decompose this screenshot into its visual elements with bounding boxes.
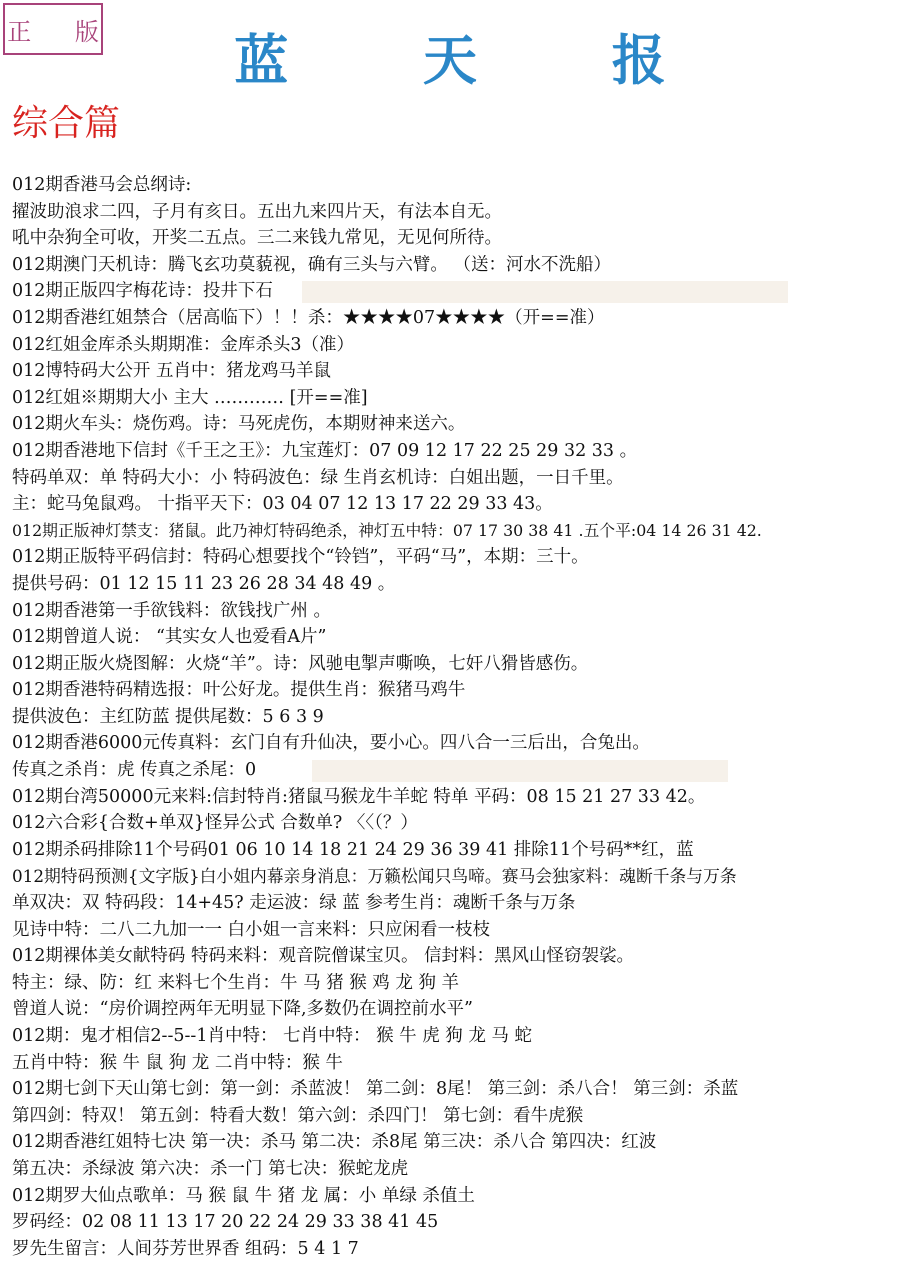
- text-line: 吼中杂狗全可收，开奖二五点。三二来钱九常见，无见何所待。: [12, 228, 502, 249]
- text-line: 012期火车头：烧伤鸡。诗：马死虎伤，本期财神来送六。: [12, 414, 466, 435]
- text-line: 012期正版特平码信封：特码心想要找个“铃铛”，平码“马”，本期：三十。: [12, 547, 589, 568]
- article-body: [12, 172, 898, 1262]
- text-line: 罗码经：02 08 11 13 17 20 22 24 29 33 38 41 45: [12, 1212, 439, 1233]
- edition-stamp: 正 版: [3, 3, 103, 55]
- text-line: 012期香港地下信封《千王之王》：九宝莲灯：07 09 12 17 22 25 29 32 33 。: [12, 440, 638, 461]
- text-line: 012期澳门天机诗：腾飞玄功莫藐视，确有三头与六臂。 （送：河水不洗船）: [12, 254, 611, 275]
- text-line: 罗先生留言：人间芬芳世界香 组码：5 4 1 7: [12, 1238, 359, 1259]
- text-line: 擢波助浪求二四，子月有亥日。五出九来四片天，有法本自无。: [12, 201, 502, 222]
- text-line: 012博特码大公开 五肖中：猪龙鸡马羊鼠: [12, 361, 331, 382]
- text-line: 主：蛇马兔鼠鸡。 十指平天下：03 04 07 12 13 17 22 29 33 43。: [12, 494, 553, 515]
- text-line: 特主：绿、防：红 来料七个生肖：牛 马 猪 猴 鸡 龙 狗 羊: [12, 972, 460, 993]
- text-line: 012期正版四字梅花诗：投井下石: [12, 278, 898, 305]
- highlight-band: [312, 760, 728, 782]
- text-line: 012期香港马会总纲诗:: [12, 175, 192, 195]
- text-line: 012期七剑下天山第七剑：第一剑：杀蓝波！ 第二剑：8尾！ 第三剑：杀八合！ 第三剑：杀蓝: [12, 1079, 739, 1100]
- text-line: 012期香港第一手欲钱料：欲钱找广州 。: [12, 600, 331, 621]
- text-line: 012期裸体美女献特码 特码来料：观音院僧谋宝贝。 信封料：黑风山怪窃袈裟。: [12, 946, 635, 967]
- text-line: 012期香港6000元传真料：玄门自有升仙决，要小心。四八合一三后出，合兔出。: [12, 733, 650, 754]
- text-line: 012六合彩{合数+单双}怪异公式 合数单? 〈〈（？）: [12, 813, 418, 834]
- text-line: 012期香港特码精选报：叶公好龙。提供生肖：猴猪马鸡牛: [12, 680, 466, 701]
- text-line: 单双决：双 特码段：14+45? 走运波：绿 蓝 参考生肖：魂断千条与万条: [12, 893, 576, 914]
- text-line: 012期台湾50000元来料:信封特肖:猪鼠马猴龙牛羊蛇 特单 平码：08 15 21 27 33 42。: [12, 786, 706, 807]
- text-line: 012期香港红姐禁合（居高临下）！！杀：★★★★07★★★★（开==准）: [12, 307, 605, 328]
- text-line: 012期特码预测{文字版}白小姐内幕亲身消息：万籁松闻只鸟啼。赛马会独家料：魂断千条与万条: [12, 866, 737, 887]
- text-line: 012期杀码排除11个号码01 06 10 14 18 21 24 29 36 39 41 排除11个号码**红，蓝: [12, 839, 694, 860]
- text-line: 012期正版火烧图解：火烧“羊”。诗：风驰电掣声嘶唤，七奸八猾皆感伤。: [12, 653, 589, 674]
- newspaper-title: 蓝 天 报: [234, 28, 724, 92]
- text-line: 提供号码：01 12 15 11 23 26 28 34 48 49 。: [12, 573, 396, 594]
- section-heading: 综合篇: [12, 103, 121, 144]
- text-line: 012期曾道人说： “其实女人也爱看A片”: [12, 627, 327, 648]
- text-line: 012红姐※期期大小 主大 ………… [开==准]: [12, 387, 368, 408]
- text-line: 曾道人说：“房价调控两年无明显下降,多数仍在调控前水平”: [12, 999, 473, 1020]
- text-line: 传真之杀肖：虎 传真之杀尾：0: [12, 757, 898, 784]
- text-line: 012期罗大仙点歌单：马 猴 鼠 牛 猪 龙 属：小 单绿 杀值土: [12, 1185, 475, 1206]
- text-line: 第四剑：特双！ 第五剑：特看大数！第六剑：杀四门！ 第七剑：看牛虎猴: [12, 1105, 584, 1126]
- text-line: 012期：鬼才相信2--5--1肖中特： 七肖中特： 猴 牛 虎 狗 龙 马 蛇: [12, 1026, 532, 1046]
- text-line: 五肖中特：猴 牛 鼠 狗 龙 二肖中特：猴 牛: [12, 1052, 343, 1073]
- text-line: 提供波色：主红防蓝 提供尾数：5 6 3 9: [12, 706, 324, 727]
- text-line: 特码单双：单 特码大小：小 特码波色：绿 生肖玄机诗：白姐出题，一日千里。: [12, 467, 624, 488]
- text-line: 012红姐金库杀头期期准：金库杀头3（准）: [12, 334, 355, 355]
- text-line: 见诗中特：二八二九加一一 白小姐一言来料：只应闲看一枝枝: [12, 919, 491, 940]
- text-line: 012期正版神灯禁支：猪鼠。此乃神灯特码绝杀，神灯五中特：07 17 30 38 41 .五个平:04 14 26 31 42.: [12, 520, 762, 540]
- highlight-band: [302, 281, 788, 303]
- text-line: 第五决：杀绿波 第六决：杀一门 第七决：猴蛇龙虎: [12, 1158, 409, 1179]
- text-line: 012期香港红姐特七决 第一决：杀马 第二决：杀8尾 第三决：杀八合 第四决：红波: [12, 1132, 657, 1153]
